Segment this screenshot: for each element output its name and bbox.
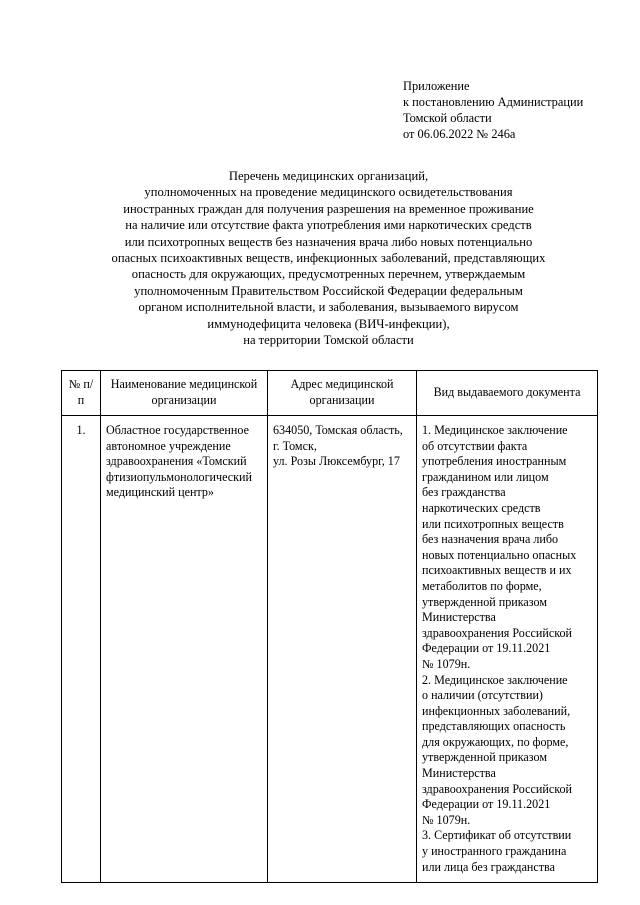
title-line: Перечень медицинских организаций, xyxy=(228,169,429,183)
title-line: на наличие или отсутствие факта употребления ими наркотических средств xyxy=(125,218,532,233)
title-line: опасных психоактивных веществ, инфекционных заболеваний, представляющих xyxy=(111,251,546,266)
cell-line: Федерации от 19.11.2021 xyxy=(422,797,551,812)
title-line: уполномоченным Правительством Российской Федерации федеральным xyxy=(134,283,523,298)
cell-line: Областное государственное xyxy=(106,423,249,437)
appendix-line: от 06.06.2022 № 246а xyxy=(403,127,516,141)
cell-document-type xyxy=(417,416,598,883)
title-line: опасность для окружающих, предусмотренных перечнем, утверждаемым xyxy=(131,267,526,282)
header-num: № п/п xyxy=(62,371,101,416)
cell-line: без назначения врача либо xyxy=(422,532,559,547)
cell-line: 1. Медицинское заключение xyxy=(422,423,568,437)
appendix-line: Приложение xyxy=(403,79,470,93)
cell-line: медицинский центр» xyxy=(106,485,214,500)
cell-line: гражданином или лицом xyxy=(422,469,549,484)
cell-num: 1. xyxy=(62,416,101,883)
title-line: уполномоченных на проведение медицинского освидетельствования xyxy=(144,185,513,200)
cell-line: без гражданства xyxy=(422,485,506,500)
cell-line: автономное учреждение xyxy=(106,438,231,453)
header-document-type: Вид выдаваемого документа xyxy=(417,371,598,416)
title-line: иммунодефицита человека (ВИЧ-инфекции), xyxy=(207,316,450,331)
cell-line: у иностранного гражданина xyxy=(422,844,567,859)
table-row xyxy=(62,416,598,883)
cell-line: об отсутствии факта xyxy=(422,438,528,453)
appendix-block xyxy=(403,78,583,142)
appendix-line: Томской области xyxy=(403,111,492,125)
table-header-row xyxy=(62,371,598,416)
cell-line: Федерации от 19.11.2021 xyxy=(422,641,551,656)
cell-line: новых потенциально опасных xyxy=(422,547,577,562)
cell-line: 3. Сертификат об отсутствии xyxy=(422,828,572,843)
cell-line: представляющих опасность xyxy=(422,719,566,734)
cell-org-name xyxy=(101,416,268,883)
cell-line: 2. Медицинское заключение xyxy=(422,672,568,687)
cell-address xyxy=(268,416,417,883)
title-line: органом исполнительной власти, и заболевания, вызываемого вирусом xyxy=(138,300,519,315)
cell-line: психоактивных веществ и их xyxy=(422,563,572,578)
cell-line: для окружающих, по форме, xyxy=(422,734,569,749)
cell-line: фтизиопульмонологический xyxy=(106,469,252,484)
cell-line: или психотропных веществ xyxy=(422,516,564,531)
document-title xyxy=(60,168,597,348)
cell-line: утвержденной приказом xyxy=(422,594,547,609)
cell-line: № 1079н. xyxy=(422,812,471,827)
appendix-line: к постановлению Администрации xyxy=(403,95,584,109)
header-address: Адрес медицинской организации xyxy=(268,371,417,416)
header-org-name: Наименование медицинской организации xyxy=(101,371,268,416)
cell-line: утвержденной приказом xyxy=(422,750,547,765)
cell-line: здравоохранения Российской xyxy=(422,781,572,796)
cell-line: о наличии (отсутствии) xyxy=(422,688,543,703)
cell-line: ул. Розы Люксембург, 17 xyxy=(273,454,400,469)
cell-line: употребления иностранным xyxy=(422,454,567,469)
cell-line: или лица без гражданства xyxy=(422,859,555,874)
cell-line: метаболитов по форме, xyxy=(422,578,542,593)
title-line: на территории Томской области xyxy=(243,333,414,348)
title-line: или психотропных веществ без назначения врача либо новых потенциально xyxy=(124,234,533,249)
cell-line: г. Томск, xyxy=(273,438,317,453)
title-line: иностранных граждан для получения разрешения на временное проживание xyxy=(123,201,534,216)
organizations-table xyxy=(61,370,598,883)
cell-line: инфекционных заболеваний, xyxy=(422,703,571,718)
cell-line: 634050, Томская область, xyxy=(273,423,403,437)
cell-line: № 1079н. xyxy=(422,656,471,671)
cell-line: Министерства xyxy=(422,766,496,781)
cell-line: Министерства xyxy=(422,610,496,625)
cell-line: здравоохранения Российской xyxy=(422,625,572,640)
cell-line: наркотических средств xyxy=(422,500,541,515)
cell-line: здравоохранения «Томский xyxy=(106,454,247,469)
